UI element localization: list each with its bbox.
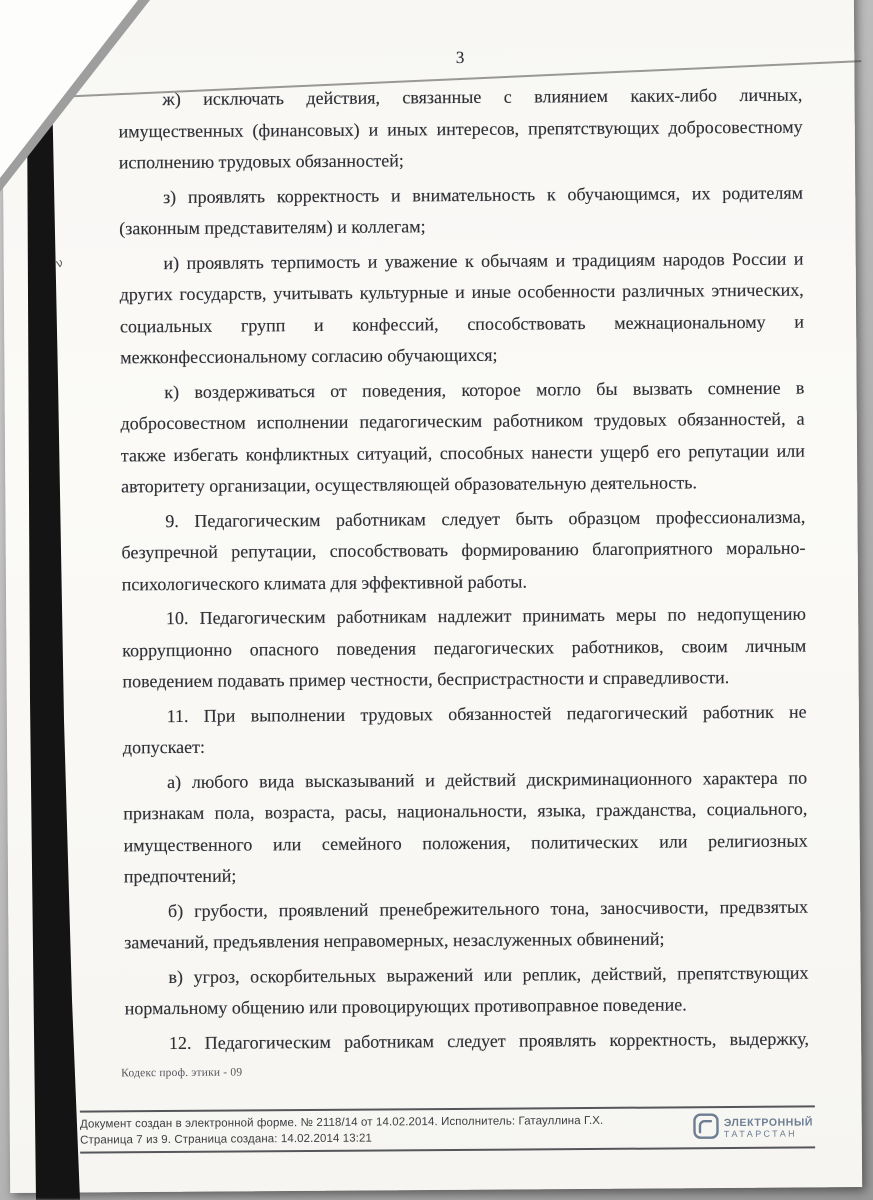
pen-tick-mark: ν (54, 255, 65, 271)
stamp-line-2: Страница 7 из 9. Страница создана: 14.02.2014 13:21 (80, 1132, 373, 1147)
paragraph-9: 9. Педагогическим работникам следует быть образцом профессионализма, безупречной репутации, способствовать формированию благоприятного морально-психологического климата для эффективной работы. (121, 506, 806, 594)
paragraph-11: 11. При выполнении трудовых обязанностей педагогический работник не допускает: (122, 701, 807, 758)
logo-word-electronic: ЭЛЕКТРОННЫЙ (723, 1115, 813, 1129)
document-code-footnote: Кодекс проф. этики - 09 (121, 1066, 243, 1080)
paragraph-a: а) любого вида высказываний и действий дискриминационного характера по признакам пола, возраста, расы, национальности, языка, гражданства, социального, имущественного или семейного положения, политических или религиозных предпочтений; (123, 767, 808, 887)
paragraph-12: 12. Педагогическим работникам следует проявлять корректность, выдержку, (168, 1028, 809, 1053)
paragraph-v: в) угроз, оскорбительных выражений или реплик, действий, препятствующих нормальному общению или провоцирующих противоправное поведение. (124, 962, 809, 1019)
electronic-tatarstan-logo-icon (693, 1113, 719, 1144)
electronic-document-stamp (80, 1105, 815, 1153)
paragraph-z: з) проявлять корректность и внимательность к обучающимся, их родителям (законным представителям) и коллегам; (119, 182, 804, 239)
electronic-tatarstan-logo (693, 1112, 813, 1144)
logo-text (724, 1117, 813, 1140)
paragraph-10: 10. Педагогическим работникам надлежит принимать меры по недопущению коррупционно опасного поведения педагогических работников, своим личным поведением подавать пример честности, беспристрастности и справедливости. (122, 603, 807, 692)
page-number: 3 (455, 47, 465, 68)
paragraph-i: и) проявлять терпимость и уважение к обычаям и традициям народов России и других государств, учитывать культурные и иные особенности различных этнических, социальных групп и конфессий, способствовать межнациональному и межконфессиональному согласию обучающихся; (119, 248, 804, 368)
document-body (118, 46, 809, 1080)
paragraph-b: б) грубости, проявлений пренебрежительного тона, заносчивости, предвзятых замечаний, предъявления неправомерных, незаслуженных обвинений; (124, 896, 809, 953)
logo-word-tatarstan: ТАТАРСТАН (723, 1128, 798, 1139)
paragraph-k: к) воздерживаться от поведения, которое могло бы вызвать сомнение в добросовестном исполнении педагогическим работником трудовых обязанностей, а также избегать конфликтных ситуаций, способных нанести ущерб его репутации или авторитету организации, осуществляющей образовательную деятельность. (120, 377, 805, 497)
paragraph-zh: ж) исключать действия, связанные с влиянием каких-либо личных, имущественных (финансовых) и иных интересов, препятствующих добросовестному исполнению трудовых обязанностей; (118, 84, 803, 173)
stamp-line-1: Документ создан в электронной форме. № 2118/14 от 14.02.2014. Исполнитель: Гатауллина Г.Х. (79, 1114, 604, 1131)
